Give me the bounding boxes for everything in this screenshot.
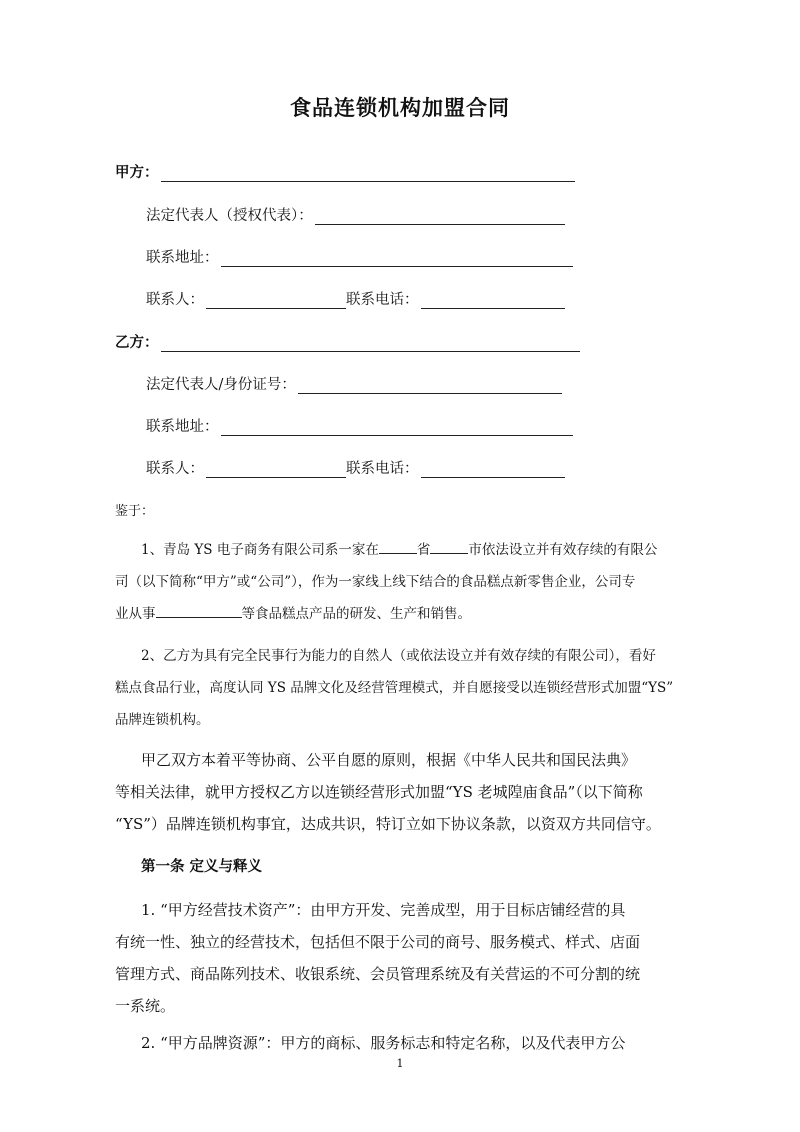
party-a-address-label: 联系地址： (146, 250, 219, 266)
page-number: 1 (396, 1057, 404, 1070)
party-a-address-blank[interactable] (221, 251, 573, 267)
agreement-paragraph (115, 744, 687, 840)
party-a-contact-blank[interactable] (206, 293, 346, 309)
party-b-label: 乙方： (115, 334, 159, 351)
city-blank[interactable] (430, 539, 468, 554)
party-a-blank[interactable] (161, 166, 575, 182)
article-1-heading: 第一条 定义与释义 (141, 858, 263, 875)
text-span: 市依法设立并有效存续的有限公 (468, 542, 658, 558)
party-a-contact-row (146, 288, 565, 309)
province-blank[interactable] (379, 539, 417, 554)
whereas-paragraph-1 (115, 534, 687, 630)
party-b-address-blank[interactable] (221, 420, 573, 436)
text-line: 等相关法律，就甲方授权乙方以连锁经营形式加盟“YS 老城隍庙食品”（以下简称 (115, 783, 643, 801)
party-b-row (115, 331, 580, 352)
text-span: 业从事 (115, 606, 156, 622)
business-blank[interactable] (156, 603, 242, 618)
party-a-phone-blank[interactable] (421, 293, 565, 309)
text-line: “YS”）品牌连锁机构事宜，达成共识，特订立如下协议条款，以资双方共同信守。 (115, 815, 661, 833)
party-a-rep-label: 法定代表人（授权代表）： (146, 208, 313, 224)
party-a-phone-label: 联系电话： (346, 292, 419, 308)
text-line: 有统一性、独立的经营技术，包括但不限于公司的商号、服务模式、样式、店面 (115, 933, 641, 951)
text-line (115, 534, 687, 566)
party-b-address-row (146, 415, 573, 436)
party-b-rep-row (146, 373, 562, 394)
whereas-row (115, 500, 154, 519)
party-a-contact-label: 联系人： (146, 292, 204, 308)
party-a-row (115, 161, 575, 182)
party-b-contact-label: 联系人： (146, 461, 204, 477)
whereas-paragraph-2 (115, 640, 687, 736)
party-a-address-row (146, 246, 573, 267)
text-span: 等食品糕点产品的研发、生产和销售。 (241, 606, 471, 622)
page-title: 食品连锁机构加盟合同 (290, 95, 510, 120)
text-line: 1. “甲方经营技术资产”：由甲方开发、完善成型，用于目标店铺经营的具 (141, 901, 626, 919)
text-line: 一系统。 (115, 997, 176, 1015)
party-b-rep-label: 法定代表人/身份证号： (146, 377, 296, 393)
party-b-phone-label: 联系电话： (346, 461, 419, 477)
text-line: 2. “甲方品牌资源”：甲方的商标、服务标志和特定名称，以及代表甲方公 (141, 1034, 626, 1052)
text-span: 1、青岛 YS 电子商务有限公司系一家在 (141, 542, 379, 558)
text-line: 2、乙方为具有完全民事行为能力的自然人（或依法设立并有效存续的有限公司），看好 (141, 648, 656, 664)
definition-2 (115, 1027, 687, 1059)
whereas-label: 鉴于： (115, 504, 155, 519)
party-b-blank[interactable] (161, 336, 580, 352)
text-line: 糕点食品行业，高度认同 YS 品牌文化及经营管理模式，并自愿接受以连锁经营形式加盟“YS” (115, 680, 674, 696)
text-line: 管理方式、商品陈列技术、收银系统、会员管理系统及有关营运的不可分割的统 (115, 965, 641, 983)
definition-1 (115, 894, 687, 1022)
party-b-address-label: 联系地址： (146, 419, 219, 435)
party-a-label: 甲方： (115, 164, 159, 181)
party-a-rep-row (146, 204, 565, 225)
party-b-rep-blank[interactable] (298, 378, 562, 394)
text-line: 甲乙双方本着平等协商、公平自愿的原则，根据《中华人民共和国民法典》 (141, 751, 637, 769)
text-line (115, 598, 687, 630)
text-line: 品牌连锁机构。 (115, 712, 210, 728)
party-b-contact-row (146, 457, 565, 478)
party-a-rep-blank[interactable] (315, 209, 565, 225)
text-span: 省 (416, 542, 431, 558)
text-line: 司（以下简称“甲方”或“公司”），作为一家线上线下结合的食品糕点新零售企业，公司专 (115, 574, 636, 590)
party-b-contact-blank[interactable] (206, 462, 346, 478)
party-b-phone-blank[interactable] (421, 462, 565, 478)
